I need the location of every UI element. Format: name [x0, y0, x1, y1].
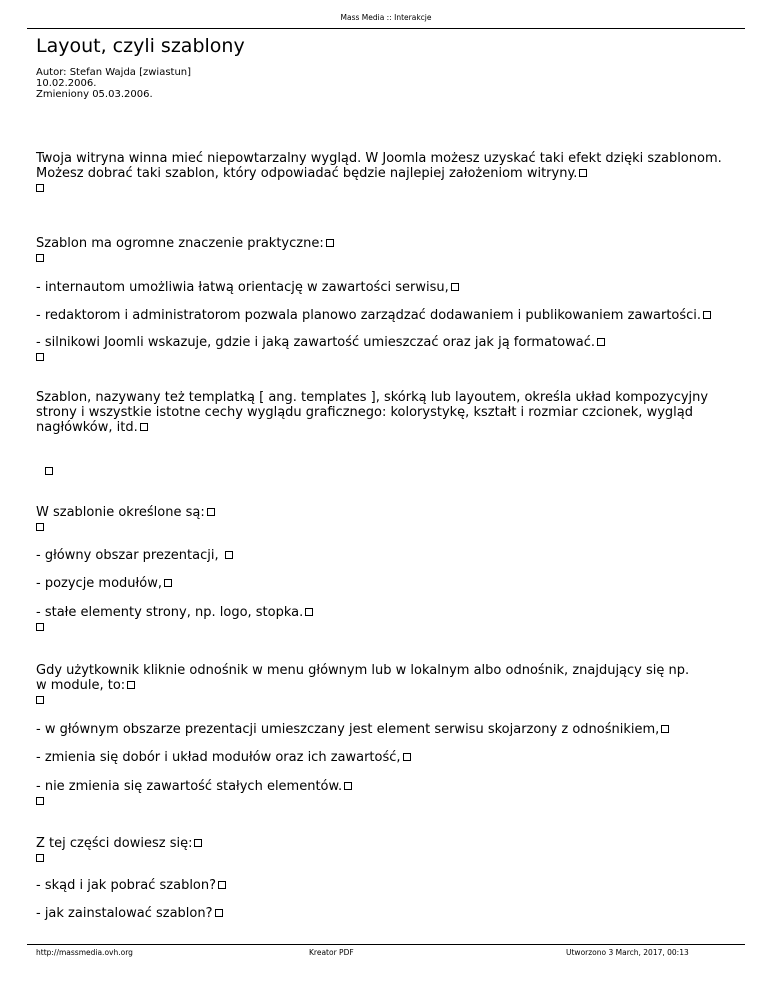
missing-glyph-icon [703, 311, 711, 319]
header-divider [27, 28, 745, 29]
missing-glyph-icon [218, 881, 226, 889]
practical-item-2: - redaktorom i administratorom pozwala planowo zarządzać dodawaniem i publikowaniem zawartości. [36, 308, 711, 323]
blank-line [45, 464, 53, 479]
missing-glyph-icon [36, 623, 44, 631]
blank-line [36, 181, 44, 196]
missing-glyph-icon [194, 839, 202, 847]
footer-divider [27, 944, 745, 945]
click-item-3: - nie zmienia się zawartość stałych elementów. [36, 779, 352, 794]
blank-line [36, 693, 44, 708]
author-line: Autor: Stefan Wajda [zwiastun] [36, 67, 192, 78]
article-title: Layout, czyli szablony [36, 35, 245, 57]
blank-line [36, 851, 44, 866]
missing-glyph-icon [305, 608, 313, 616]
modified-date: Zmieniony 05.03.2006. [36, 89, 153, 100]
missing-glyph-icon [403, 753, 411, 761]
missing-glyph-icon [36, 184, 44, 192]
missing-glyph-icon [164, 579, 172, 587]
practical-heading: Szablon ma ogromne znaczenie praktyczne: [36, 236, 334, 251]
missing-glyph-icon [140, 423, 148, 431]
missing-glyph-icon [36, 854, 44, 862]
click-line-1: Gdy użytkownik kliknie odnośnik w menu głównym lub w lokalnym albo odnośnik, znajdujący się np. [36, 663, 690, 678]
practical-item-1: - internautom umożliwia łatwą orientację w zawartości serwisu, [36, 280, 459, 295]
learn-item-2: - jak zainstalować szablon? [36, 906, 223, 921]
defined-item-3: - stałe elementy strony, np. logo, stopka. [36, 605, 313, 620]
footer-generator: Kreator PDF [309, 948, 354, 957]
blank-line [36, 520, 44, 535]
intro-line-1: Twoja witryna winna mieć niepowtarzalny wygląd. W Joomla możesz uzyskać taki efekt dzięki szablonom. [36, 151, 722, 166]
created-date: 10.02.2006. [36, 78, 97, 89]
missing-glyph-icon [326, 239, 334, 247]
missing-glyph-icon [127, 681, 135, 689]
defined-item-2: - pozycje modułów, [36, 576, 172, 591]
missing-glyph-icon [215, 909, 223, 917]
missing-glyph-icon [36, 353, 44, 361]
missing-glyph-icon [579, 169, 587, 177]
intro-line-2: Możesz dobrać taki szablon, który odpowiadać będzie najlepiej założeniom witryny. [36, 166, 587, 181]
missing-glyph-icon [207, 508, 215, 516]
click-item-2: - zmienia się dobór i układ modułów oraz ich zawartość, [36, 750, 411, 765]
missing-glyph-icon [225, 551, 233, 559]
missing-glyph-icon [36, 254, 44, 262]
defined-heading: W szablonie określone są: [36, 505, 215, 520]
missing-glyph-icon [344, 782, 352, 790]
page-header-title: Mass Media :: Interakcje [340, 13, 432, 22]
missing-glyph-icon [45, 467, 53, 475]
learn-heading: Z tej części dowiesz się: [36, 836, 202, 851]
missing-glyph-icon [661, 725, 669, 733]
defined-item-1: - główny obszar prezentacji, [36, 548, 233, 563]
definition-line-1: Szablon, nazywany też templatką [ ang. templates ], skórką lub layoutem, określa układ kompozycyjny [36, 390, 709, 405]
blank-line [36, 620, 44, 635]
click-item-1: - w głównym obszarze prezentacji umieszczany jest element serwisu skojarzony z odnośnikiem, [36, 722, 669, 737]
blank-line [36, 251, 44, 266]
missing-glyph-icon [597, 338, 605, 346]
blank-line [36, 350, 44, 365]
definition-line-2: strony i wszystkie istotne cechy wyglądu graficznego: kolorystykę, kształt i rozmiar czcionek, wygląd [36, 405, 693, 420]
blank-line [36, 794, 44, 809]
definition-line-3: nagłówków, itd. [36, 420, 148, 435]
missing-glyph-icon [36, 696, 44, 704]
missing-glyph-icon [36, 523, 44, 531]
learn-item-1: - skąd i jak pobrać szablon? [36, 878, 226, 893]
footer-created: Utworzono 3 March, 2017, 00:13 [566, 948, 689, 957]
practical-item-3: - silnikowi Joomli wskazuje, gdzie i jaką zawartość umieszczać oraz jak ją formatować. [36, 335, 605, 350]
footer-url: http://massmedia.ovh.org [36, 948, 133, 957]
missing-glyph-icon [36, 797, 44, 805]
click-line-2: w module, to: [36, 678, 135, 693]
missing-glyph-icon [451, 283, 459, 291]
article-meta [36, 67, 191, 100]
